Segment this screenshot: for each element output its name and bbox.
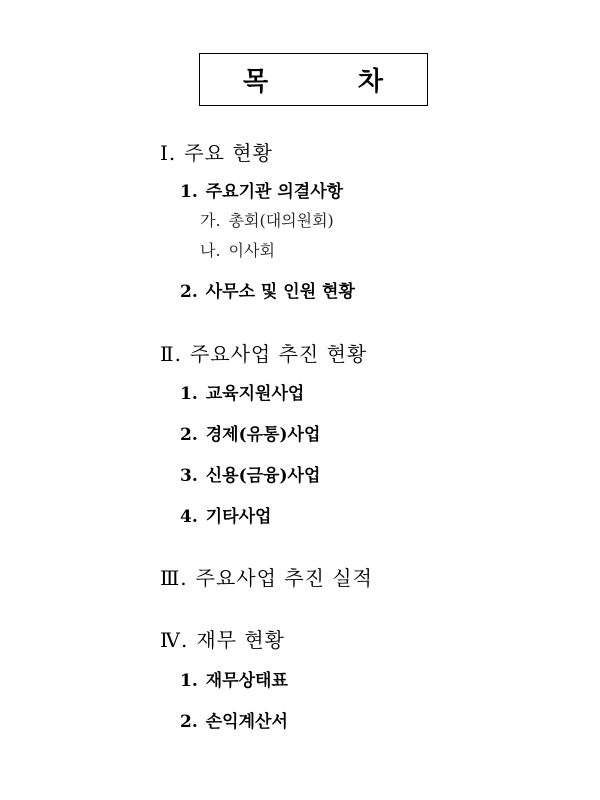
toc-title-right: 차 bbox=[357, 67, 383, 97]
toc-text: 이사회 bbox=[228, 241, 275, 260]
toc-item-2-2 bbox=[180, 427, 320, 444]
toc-section-1 bbox=[160, 143, 273, 163]
toc-text: 경제(유통)사업 bbox=[205, 425, 321, 445]
toc-number: 1. bbox=[180, 671, 198, 691]
toc-number: 1. bbox=[180, 182, 198, 202]
toc-number: 2. bbox=[180, 425, 198, 445]
toc-item-2-4 bbox=[180, 509, 271, 526]
toc-text: 재무상태표 bbox=[205, 671, 288, 691]
toc-item-2-3 bbox=[180, 468, 320, 485]
toc-number: Ⅰ. bbox=[160, 141, 177, 165]
toc-item-2-1 bbox=[180, 386, 304, 403]
toc-text: 주요 현황 bbox=[184, 141, 273, 165]
toc-text: 손익계산서 bbox=[205, 712, 288, 732]
toc-number: 가. bbox=[200, 211, 221, 230]
toc-title-left: 목 bbox=[243, 67, 269, 97]
toc-number: 3. bbox=[180, 466, 198, 486]
toc-text: 주요사업 추진 실적 bbox=[195, 566, 373, 590]
toc-item-4-2 bbox=[180, 714, 288, 731]
toc-item-1-1 bbox=[180, 184, 343, 201]
toc-text: 기타사업 bbox=[205, 507, 272, 527]
toc-number: 나. bbox=[200, 241, 221, 260]
toc-subitem-1-1-b bbox=[200, 243, 275, 259]
toc-number: Ⅲ. bbox=[160, 566, 188, 590]
toc-number: 2. bbox=[180, 282, 198, 302]
toc-title bbox=[199, 53, 428, 106]
toc-text: 재무 현황 bbox=[196, 628, 285, 652]
toc-text: 신용(금융)사업 bbox=[205, 466, 321, 486]
toc-number: 1. bbox=[180, 384, 198, 404]
toc-text: 사무소 및 인원 현황 bbox=[205, 282, 355, 302]
toc-section-4 bbox=[160, 630, 285, 650]
toc-subitem-1-1-a bbox=[200, 213, 334, 229]
toc-number: Ⅱ. bbox=[160, 342, 182, 366]
toc-text: 주요사업 추진 현황 bbox=[189, 342, 368, 366]
toc-text: 교육지원사업 bbox=[205, 384, 305, 404]
toc-number: Ⅳ. bbox=[160, 628, 189, 652]
toc-item-4-1 bbox=[180, 673, 288, 690]
toc-number: 4. bbox=[180, 507, 198, 527]
toc-text: 총회(대의원회) bbox=[228, 211, 334, 230]
toc-text: 주요기관 의결사항 bbox=[205, 182, 344, 202]
toc-number: 2. bbox=[180, 712, 198, 732]
toc-section-3 bbox=[160, 568, 373, 588]
toc-item-1-2 bbox=[180, 284, 355, 301]
toc-section-2 bbox=[160, 344, 367, 364]
